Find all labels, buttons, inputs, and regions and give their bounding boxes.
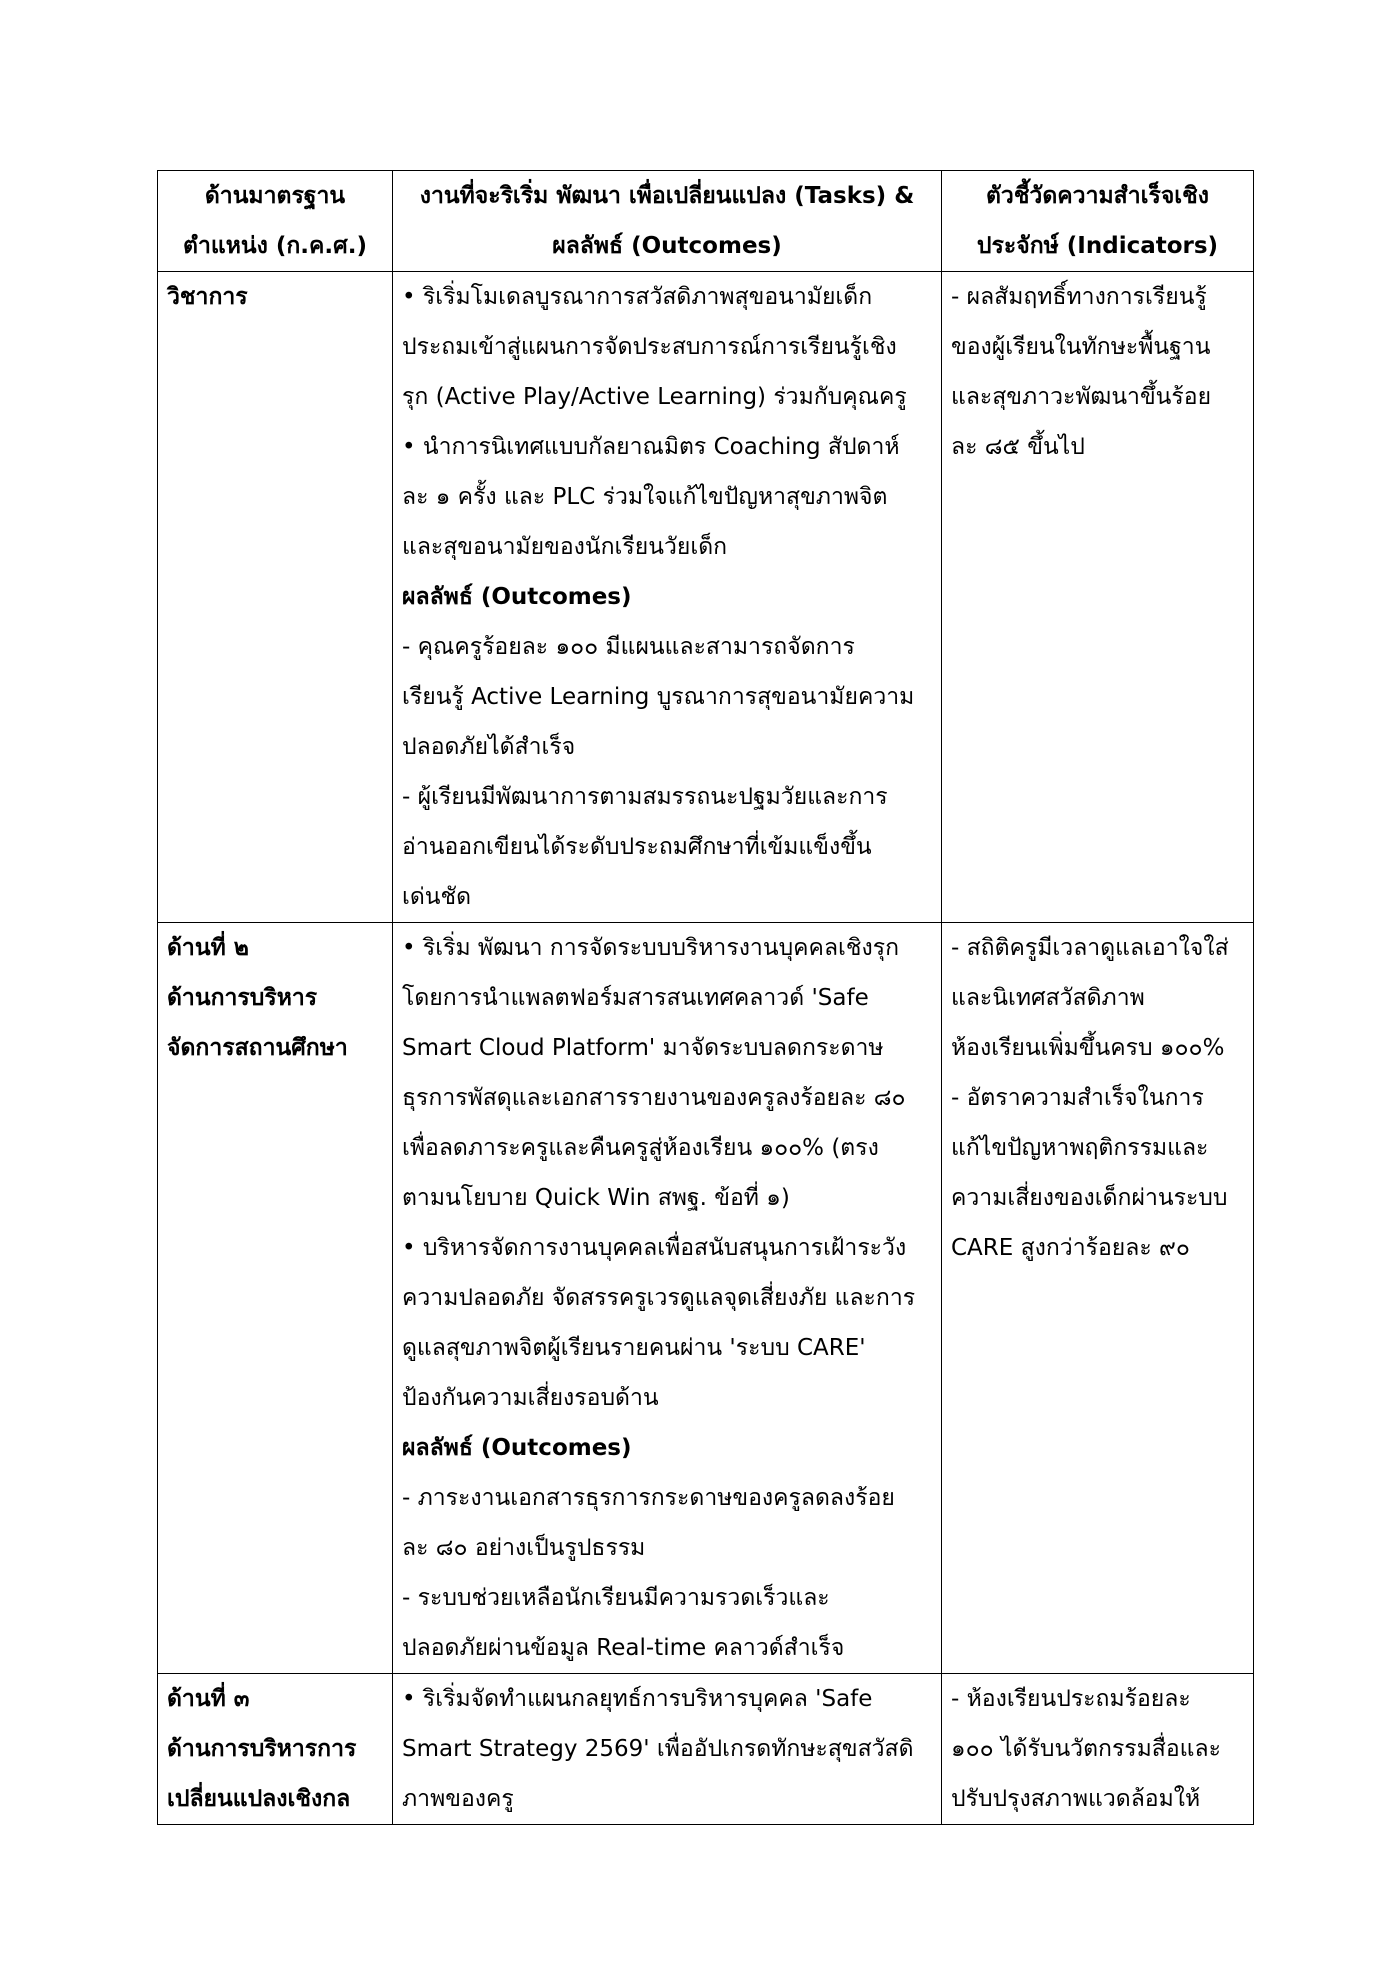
header-text: งานที่จะริเริ่ม พัฒนา เพื่อเปลี่ยนแปลง (Tasks) & <box>419 183 915 209</box>
header-text: ตัวชี้วัดความสำเร็จเชิง <box>985 183 1210 209</box>
header-tasks-outcomes <box>393 171 942 272</box>
header-standard-area <box>158 171 393 272</box>
indicators-cell <box>942 272 1254 923</box>
outcome-line: - ภาระงานเอกสารธุรการกระดาษของครูลดลงร้อย <box>402 1485 895 1511</box>
task-line: Smart Cloud Platform' มาจัดระบบลดกระดาษ <box>402 1035 884 1061</box>
outcome-line: เรียนรู้ Active Learning บูรณาการสุขอนามัยความ <box>402 684 915 710</box>
standard-area-text: ด้านที่ ๒ <box>167 935 249 961</box>
standard-area-text: วิชาการ <box>167 284 248 310</box>
indicators-cell <box>942 1674 1254 1825</box>
outcome-line: ปลอดภัยได้สำเร็จ <box>402 734 576 760</box>
standard-area-text: จัดการสถานศึกษา <box>167 1035 348 1061</box>
indicator-line: - ห้องเรียนประถมร้อยละ <box>951 1686 1191 1712</box>
standard-area-cell <box>158 272 393 923</box>
standard-area-text: ด้านที่ ๓ <box>167 1686 250 1712</box>
task-line: ประถมเข้าสู่แผนการจัดประสบการณ์การเรียนรู้เชิง <box>402 334 897 360</box>
task-line: เพื่อลดภาระครูและคืนครูสู่ห้องเรียน ๑๐๐% (ตรง <box>402 1135 879 1161</box>
indicator-line: ละ ๘๕ ขึ้นไป <box>951 434 1085 460</box>
indicator-line: และสุขภาวะพัฒนาขึ้นร้อย <box>951 384 1212 410</box>
task-line: Smart Strategy 2569' เพื่ออัปเกรดทักษะสุขสวัสดิ <box>402 1736 914 1762</box>
task-line: • ริเริ่มจัดทำแผนกลยุทธ์การบริหารบุคคล 'Safe <box>402 1686 873 1712</box>
task-line: ละ ๑ ครั้ง และ PLC ร่วมใจแก้ไขปัญหาสุขภาพจิต <box>402 484 888 510</box>
header-text: ผลลัพธ์ (Outcomes) <box>552 233 782 259</box>
task-line: • นำการนิเทศแบบกัลยาณมิตร Coaching สัปดาห์ <box>402 434 900 460</box>
outcome-line: - คุณครูร้อยละ ๑๐๐ มีแผนและสามารถจัดการ <box>402 634 855 660</box>
task-line: ความปลอดภัย จัดสรรครูเวรดูแลจุดเสี่ยงภัย และการ <box>402 1285 916 1311</box>
task-line: ดูแลสุขภาพจิตผู้เรียนรายคนผ่าน 'ระบบ CARE' <box>402 1335 866 1361</box>
indicator-line: ๑๐๐ ได้รับนวัตกรรมสื่อและ <box>951 1736 1221 1762</box>
outcomes-label: ผลลัพธ์ (Outcomes) <box>402 584 632 610</box>
task-line: ตามนโยบาย Quick Win สพฐ. ข้อที่ ๑) <box>402 1185 790 1211</box>
outcome-line: - ระบบช่วยเหลือนักเรียนมีความรวดเร็วและ <box>402 1585 830 1611</box>
task-line: รุก (Active Play/Active Learning) ร่วมกับคุณครู <box>402 384 907 410</box>
indicator-line: ปรับปรุงสภาพแวดล้อมให้ <box>951 1786 1201 1812</box>
table-header-row <box>158 171 1254 272</box>
task-line: โดยการนำแพลตฟอร์มสารสนเทศคลาวด์ 'Safe <box>402 985 869 1011</box>
standard-area-text: ด้านการบริหาร <box>167 985 318 1011</box>
indicator-line: - สถิติครูมีเวลาดูแลเอาใจใส่ <box>951 935 1229 961</box>
task-line: ภาพของครู <box>402 1786 514 1812</box>
task-line: • บริหารจัดการงานบุคคลเพื่อสนับสนุนการเฝ้าระวัง <box>402 1235 907 1261</box>
outcome-line: ละ ๘๐ อย่างเป็นรูปธรรม <box>402 1535 646 1561</box>
indicator-line: - อัตราความสำเร็จในการ <box>951 1085 1204 1111</box>
indicator-line: และนิเทศสวัสดิภาพ <box>951 985 1145 1011</box>
indicator-line: ห้องเรียนเพิ่มขึ้นครบ ๑๐๐% <box>951 1035 1225 1061</box>
task-line: • ริเริ่ม พัฒนา การจัดระบบบริหารงานบุคคลเชิงรุก <box>402 935 900 961</box>
task-line: • ริเริ่มโมเดลบูรณาการสวัสดิภาพสุขอนามัยเด็ก <box>402 284 873 310</box>
outcome-line: ปลอดภัยผ่านข้อมูล Real-time คลาวด์สำเร็จ <box>402 1635 845 1661</box>
table-row <box>158 1674 1254 1825</box>
table-row <box>158 272 1254 923</box>
header-text: ประจักษ์ (Indicators) <box>976 233 1219 259</box>
indicators-cell <box>942 923 1254 1674</box>
standards-table <box>157 170 1254 1825</box>
standard-area-cell <box>158 923 393 1674</box>
indicator-line: ความเสี่ยงของเด็กผ่านระบบ <box>951 1185 1228 1211</box>
tasks-cell <box>393 272 942 923</box>
indicator-line: ของผู้เรียนในทักษะพื้นฐาน <box>951 334 1211 360</box>
standard-area-text: ด้านการบริหารการ <box>167 1736 357 1762</box>
standard-area-text: เปลี่ยนแปลงเชิงกล <box>167 1786 351 1812</box>
tasks-cell <box>393 1674 942 1825</box>
tasks-cell <box>393 923 942 1674</box>
outcome-line: - ผู้เรียนมีพัฒนาการตามสมรรถนะปฐมวัยและการ <box>402 784 888 810</box>
task-line: และสุขอนามัยของนักเรียนวัยเด็ก <box>402 534 728 560</box>
header-indicators <box>942 171 1254 272</box>
indicator-line: - ผลสัมฤทธิ์ทางการเรียนรู้ <box>951 284 1207 310</box>
indicator-line: แก้ไขปัญหาพฤติกรรมและ <box>951 1135 1209 1161</box>
header-text: ด้านมาตรฐาน <box>204 183 346 209</box>
header-text: ตำแหน่ง (ก.ค.ศ.) <box>183 233 367 259</box>
task-line: ป้องกันความเสี่ยงรอบด้าน <box>402 1385 659 1411</box>
outcomes-label: ผลลัพธ์ (Outcomes) <box>402 1435 632 1461</box>
standard-area-cell <box>158 1674 393 1825</box>
indicator-line: CARE สูงกว่าร้อยละ ๙๐ <box>951 1235 1190 1261</box>
table-row <box>158 923 1254 1674</box>
task-line: ธุรการพัสดุและเอกสารรายงานของครูลงร้อยละ ๘๐ <box>402 1085 906 1111</box>
outcome-line: เด่นชัด <box>402 884 472 910</box>
outcome-line: อ่านออกเขียนได้ระดับประถมศึกษาที่เข้มแข็งขึ้น <box>402 834 872 860</box>
